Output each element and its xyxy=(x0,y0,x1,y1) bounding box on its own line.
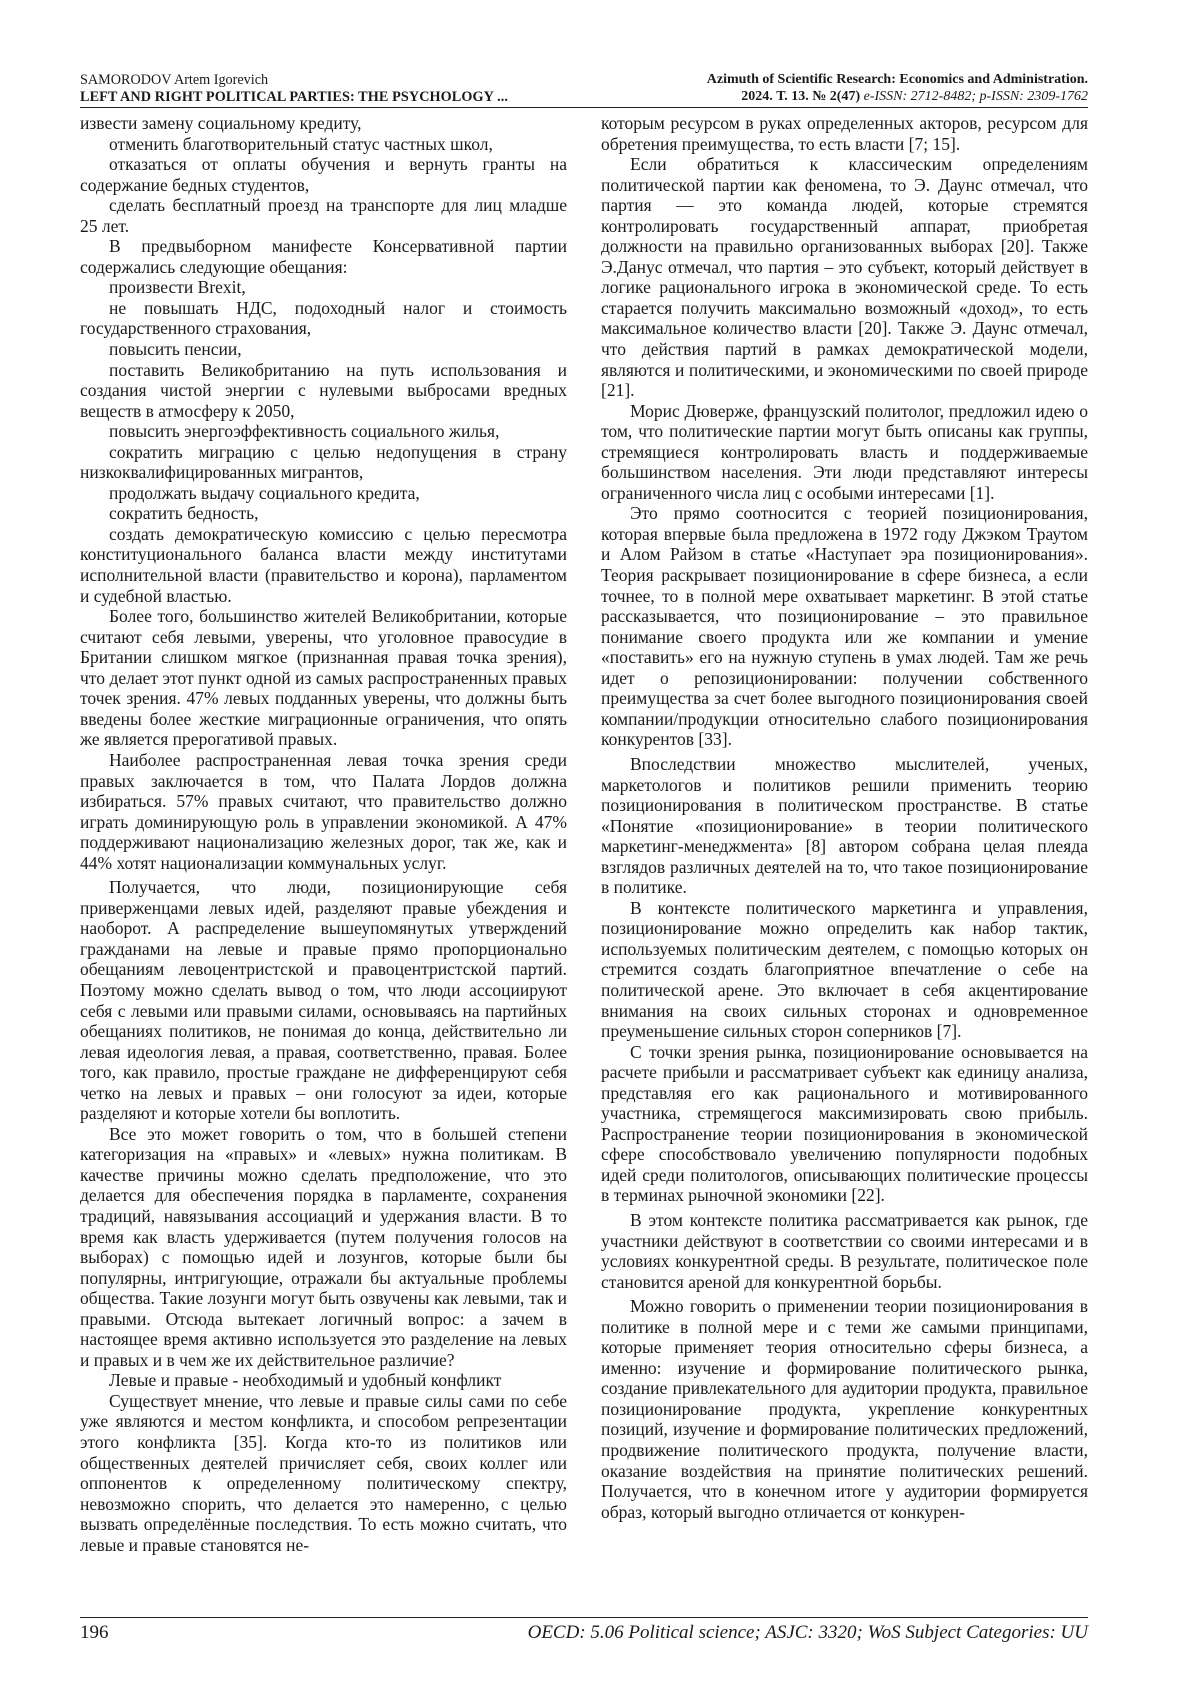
list-item: не повышать НДС, подоходный налог и стоимость государственного страхования, xyxy=(80,297,567,339)
header-rule xyxy=(80,107,1088,108)
paragraph: Все это может говорить о том, что в большей степени категоризация на «правых» и «левых» нужна политикам. В качестве причины можно сделать предположение, что это делается для обеспечения порядка в парламенте, сохранения традиций, навязывания ассоциаций и удержания власти. В то время как власть удерживается (путем получения голосов на выборах) с помощью идей и лозунгов, которые были бы популярны, интригующие, отражали бы актуальные проблемы общества. Такие лозунги могут быть озвучены как левыми, так и правыми. Отсюда вытекает логичный вопрос: а зачем в настоящее время активно используется это разделение на левых и правых и в чем же их действительное различие? xyxy=(80,1123,567,1370)
list-item: сделать бесплатный проезд на транспорте для лиц младше 25 лет. xyxy=(80,195,567,236)
right-column xyxy=(601,113,1088,1522)
header-issue: 2024. Т. 13. № 2(47) xyxy=(741,88,861,104)
list-item: сократить миграцию с целью недопущения в страну низкоквалифицированных мигрантов, xyxy=(80,441,567,483)
page-number: 196 xyxy=(80,1622,109,1643)
header-journal-name: Azimuth of Scientific Research: Economics and Administration. xyxy=(706,72,1088,87)
paragraph: С точки зрения рынка, позиционирование основывается на расчете прибыли и рассматривает субъект как единицу анализа, представляя его как рационального и мотивированного участника, стремящегося максимизировать свою прибыль. Распространение теории позиционирования в экономической сфере способствовало увеличению популярности подобных идей среди политологов, описывающих политические процессы в терминах рыночной экономики [22]. xyxy=(601,1041,1088,1206)
paragraph: В этом контексте политика рассматривается как рынок, где участники действуют в соответствии со своими интересами и в условиях конкурентной среды. В результате, политическое поле становится ареной для конкурентной борьбы. xyxy=(601,1209,1088,1292)
paragraph: В контексте политического маркетинга и управления, позиционирование можно определить как набор тактик, используемых политическим деятелем, с помощью которых он стремится создать благоприятное впечатление о себе на политической арене. Это включает в себя акцентирование внимания на своих сильных сторонах и одновременное преуменьшение сильных сторон соперников [7]. xyxy=(601,897,1088,1042)
paragraph: Впоследствии множество мыслителей, ученых, маркетологов и политиков решили применить теорию позиционирования в политическом пространстве. В статье «Понятие «позиционирование» в теории политического маркетинг-менеджмента» [8] автором собрана целая плеяда взглядов различных деятелей на то, что такое позиционирование в политике. xyxy=(601,753,1088,898)
header-author-title xyxy=(80,72,508,105)
paragraph: Получается, что люди, позиционирующие себя приверженцами левых идей, разделяют правые убеждения и наоборот. А распределение вышеупомянутых утверждений гражданами на левые и правые прямо пропорционально обещаниям левоцентристской и правоцентристской партий. Поэтому можно сделать вывод о том, что люди ассоциируют себя с левыми или правыми силами, основываясь на партийных обещаниях политиков, не понимая до конца, действительно ли левая идеология левая, а правая, соответственно, правая. Более того, как правило, простые граждане не дифференцируют себя четко на левых и правых – они голосуют за идеи, которые разделяют и которые хотели бы воплотить. xyxy=(80,877,567,1124)
paragraph: Если обратиться к классическим определениям политической партии как феномена, то Э. Даунс отмечал, что партия — это команда людей, которые стремятся контролировать государственный аппарат, приобретая должности на правильно организованных выборах [20]. Также Э.Данус отмечал, что партия – это субъект, который действует в логике рационального игрока в экономической среде. То есть старается получить максимально возможный «доход», то есть максимальное количество власти [20]. Также Э. Даунс отмечал, что действия партий в рамках демократической модели, являются и политическими, и экономическими по своей природе [21]. xyxy=(601,154,1088,401)
left-column xyxy=(80,113,567,1555)
header-issn: e-ISSN: 2712-8482; p-ISSN: 2309-1762 xyxy=(863,88,1088,104)
paragraph: Морис Дюверже, французский политолог, предложил идею о том, что политические партии могут быть описаны как группы, стремящиеся контролировать власть и поддерживаемые большинством населения. Эти люди представляют интересы ограниченного числа лиц с особыми интересами [1]. xyxy=(601,400,1088,503)
header-author: SAMORODOV Artem Igorevich xyxy=(80,72,269,88)
footer-rule xyxy=(80,1617,1088,1618)
section-heading: Левые и правые - необходимый и удобный конфликт xyxy=(109,1370,502,1391)
paragraph: которым ресурсом в руках определенных акторов, ресурсом для обретения преимущества, то есть власти [7; 15]. xyxy=(601,113,1088,154)
header-journal-info xyxy=(707,72,1088,105)
list-item: продолжать выдачу социального кредита, xyxy=(109,482,420,503)
list-item: отменить благотворительный статус частных школ, xyxy=(109,133,493,154)
paragraph: Более того, большинство жителей Великобритании, которые считают себя левыми, уверены, что уголовное правосудие в Британии слишком мягкое (признанная правая точка зрения), что делает этот пункт одной из самых распространенных правых точек зрения. 47% левых подданных уверены, что должны быть введены более жесткие миграционные ограничения, что опять же является прерогативой правых. xyxy=(80,606,567,750)
list-item: поставить Великобританию на путь использования и создания чистой энергии с нулевыми выбросами вредных веществ в атмосферу к 2050, xyxy=(80,359,567,421)
paragraph: извести замену социальному кредиту, xyxy=(80,113,362,133)
subject-classification: OECD: 5.06 Political science; ASJC: 3320; WoS Subject Categories: UU xyxy=(527,1622,1088,1643)
list-item: произвести Brexit, xyxy=(109,277,246,298)
running-header xyxy=(80,72,1088,106)
list-item: повысить пенсии, xyxy=(109,339,242,360)
paragraph: Существует мнение, что левые и правые силы сами по себе уже являются и местом конфликта, и способом репрезентации этого конфликта [35]. Когда кто-то из политиков или общественных деятелей причисляет себя, своих коллег или оппонентов к определенному политическому спектру, невозможно спорить, что делается это намеренно, с целью вызвать определённые последствия. То есть можно считать, что левые и правые становятся не- xyxy=(80,1390,567,1555)
header-article-title: LEFT AND RIGHT POLITICAL PARTIES: THE PSYCHOLOGY ... xyxy=(80,88,509,105)
page-footer xyxy=(80,1622,1088,1646)
list-item: сократить бедность, xyxy=(109,503,259,524)
paragraph: Наиболее распространенная левая точка зрения среди правых заключается в том, что Палата Лордов должна избираться. 57% правых считают, что правительство должно играть доминирующую роль в управлении экономикой. А 47% поддерживают национализацию железных дорог, так же, как и 44% хотят национализации коммунальных услуг. xyxy=(80,749,567,873)
paragraph: Можно говорить о применении теории позиционирования в политике в полной мере и с теми же самыми принципами, которые применяет теория относительно сферы бизнеса, а именно: изучение и формирование политического рынка, создание привлекательного для аудитории продукта, правильное позиционирование продукта, укрепление конкурентных позиций, изучение и формирование политических предложений, продвижение политического продукта, получение власти, оказание воздействия на принятие политических решений. Получается, что в конечном итоге у аудитории формируется образ, который выгодно отличается от конкурен- xyxy=(601,1296,1088,1522)
paragraph: В предвыборном манифесте Консервативной партии содержались следующие обещания: xyxy=(80,236,567,277)
list-item: повысить энергоэффективность социального жилья, xyxy=(109,421,500,442)
paragraph: Это прямо соотносится с теорией позиционирования, которая впервые была предложена в 1972 году Джэком Траутом и Алом Райзом в статье «Наступает эра позиционирования». Теория раскрывает позиционирование в сфере бизнеса, а если точнее, то в полной мере охватывает маркетинг. В этой статье рассказывается, что позиционирование – это правильное понимание своего продукта или же компании и умение «поставить» его на нужную ступень в умах людей. Там же речь идет о репозиционировании: получении собственного преимущества за счет более выгодного позиционирования своей компании/продукции относительно слабого позиционирования конкурентов [33]. xyxy=(601,503,1088,750)
list-item: отказаться от оплаты обучения и вернуть гранты на содержание бедных студентов, xyxy=(80,154,567,195)
list-item: создать демократическую комиссию с целью пересмотра конституционального баланса власти между институтами исполнительной власти (правительство и корона), парламентом и судебной властью. xyxy=(80,523,567,606)
